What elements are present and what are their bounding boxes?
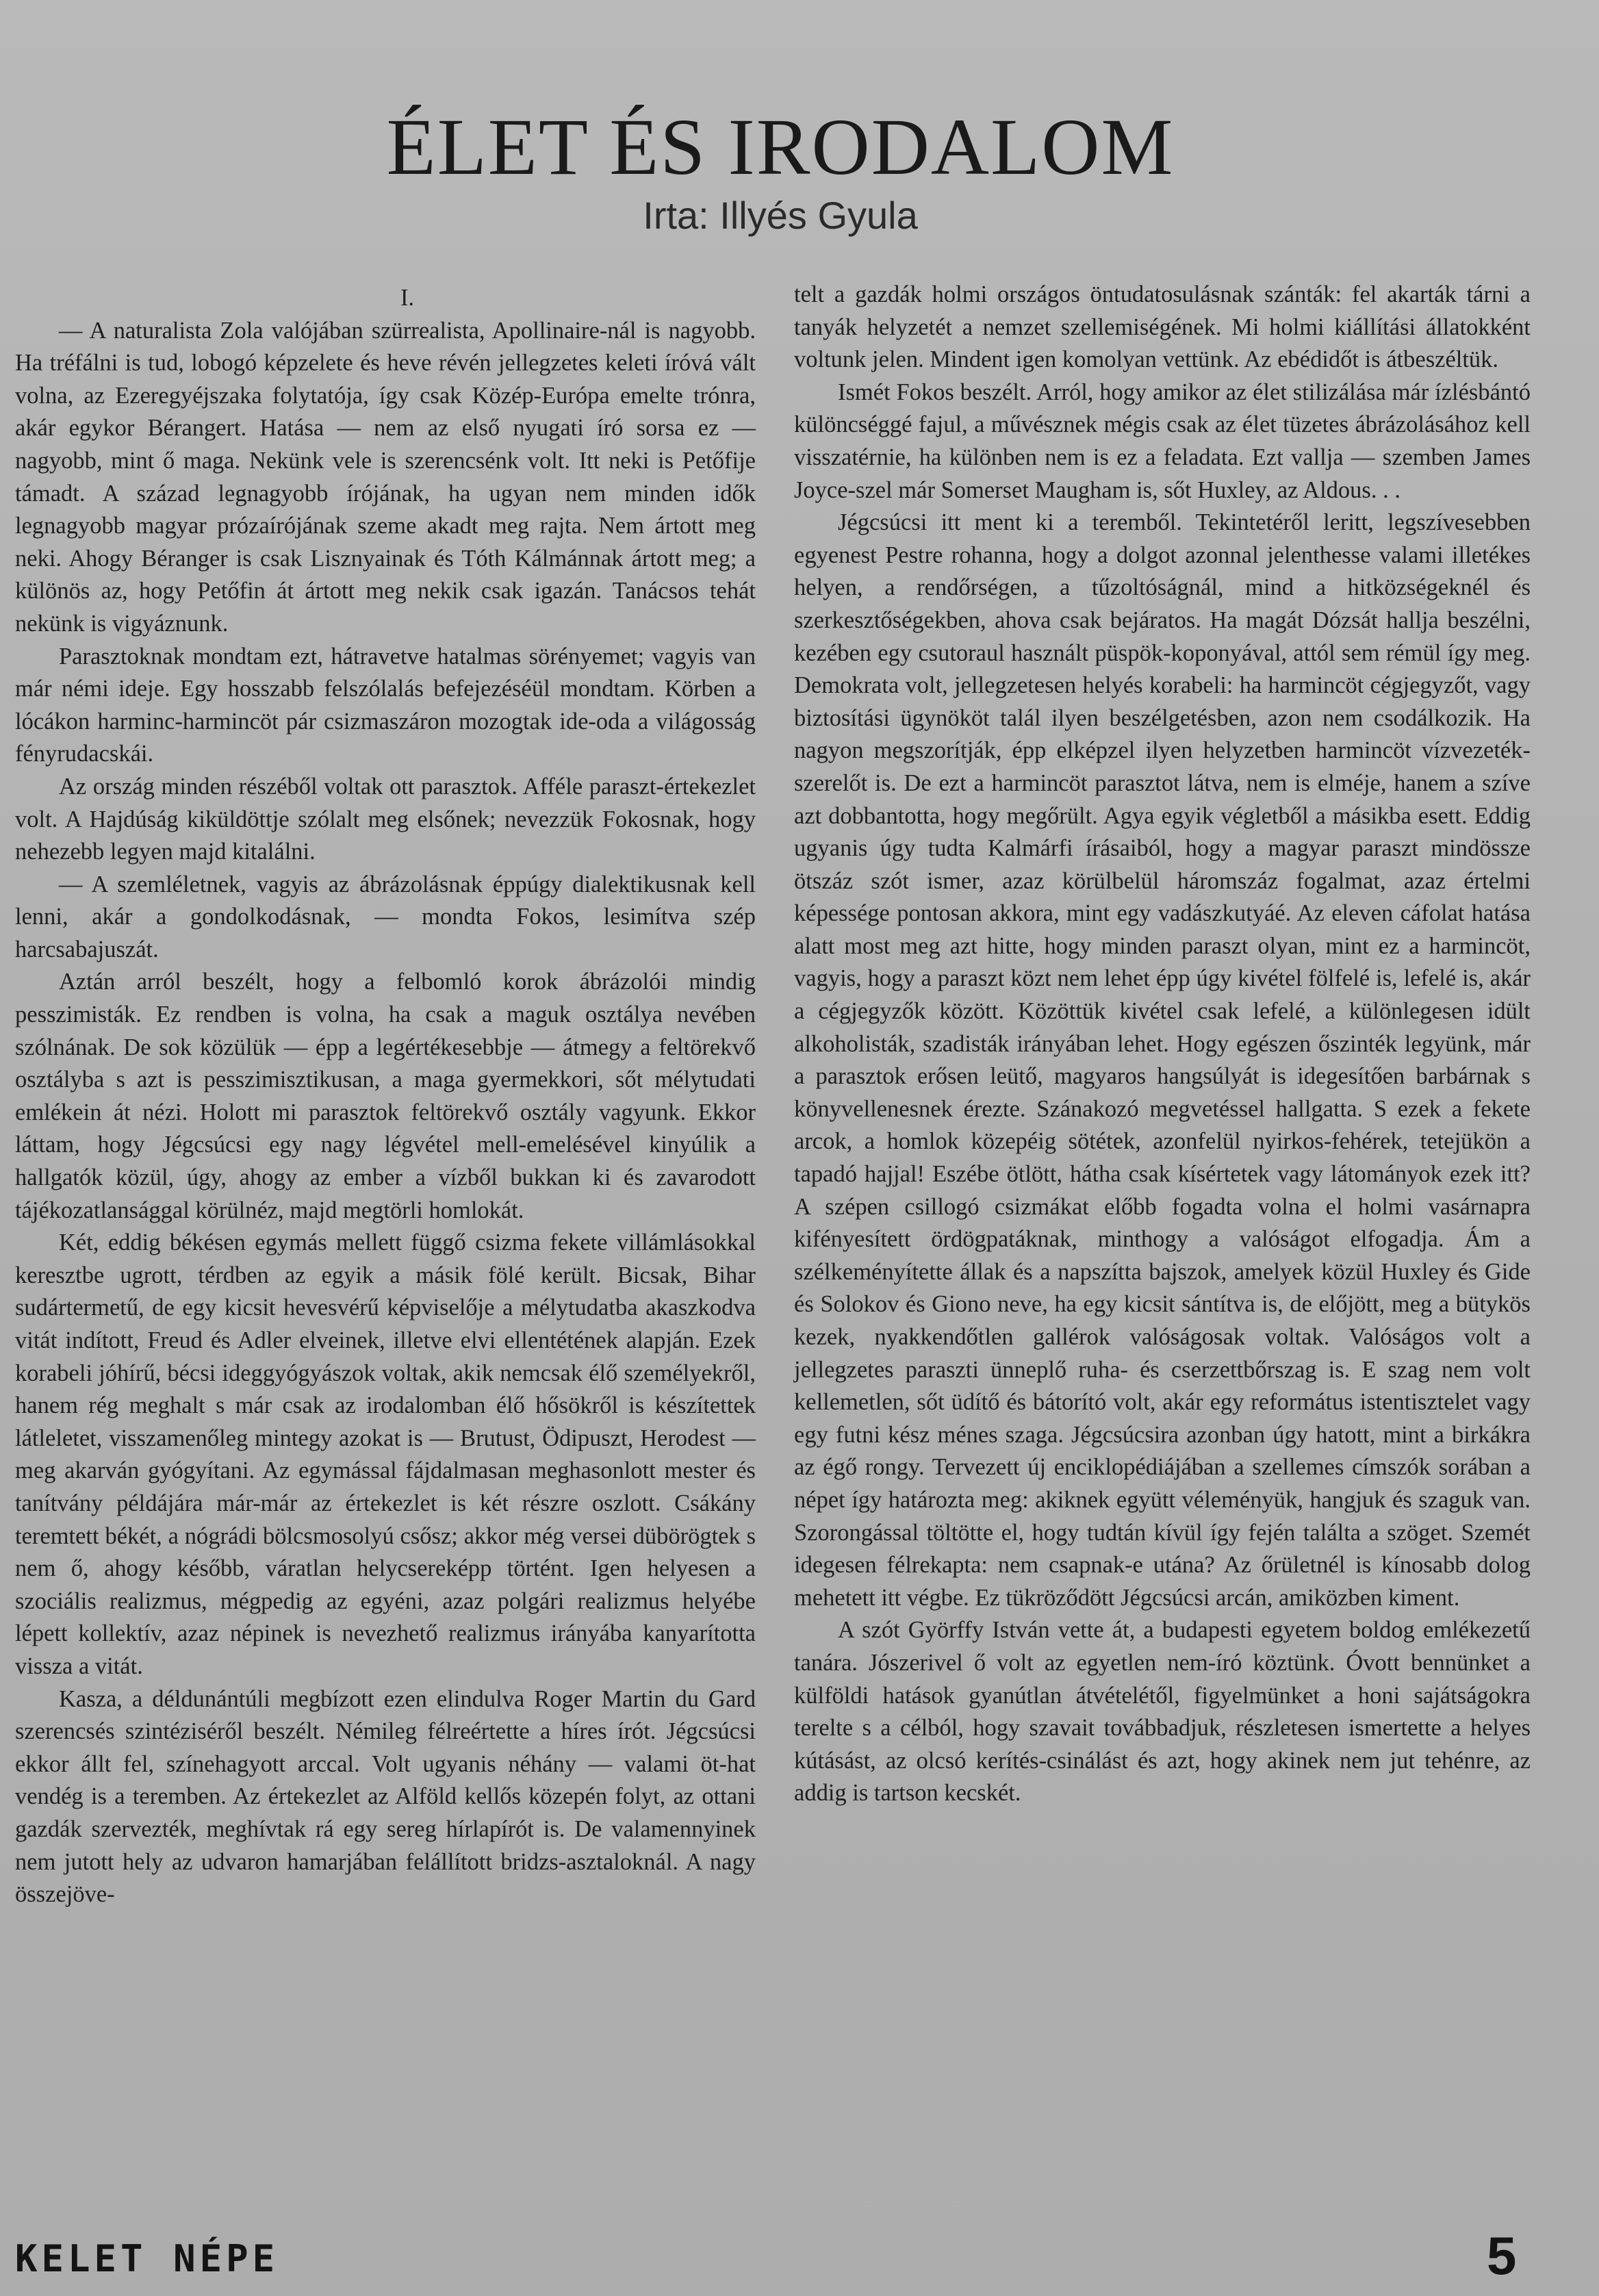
paragraph: Aztán arról beszélt, hogy a felbomló korok ábrázolói mindig pesszimisták. Ez rendben is volna, ha csak a maguk osztálya nevében szólnának. De sok közülük — épp a legértékesebbje — átmegy a feltörekvő osztályba s azt is pesszimisztikusan, a maga gyermekkori, sőt mélytudati emlékein át nézi. Holott mi parasztok feltörekvő osztály vagyunk. Ekkor láttam, hogy Jégcsúcsi egy nagy légvétel mell-emelésével kinyúlik a hallgatók közül, úgy, ahogy az ember a vízből bukkan ki és zavarodott tájékozatlansággal körülnéz, majd megtörli homlokát. bbox=[15, 969, 756, 1223]
article-title: ÉLET ÉS IRODALOM bbox=[386, 102, 1175, 192]
paragraph: — A szemléletnek, vagyis az ábrázolásnak éppúgy dialektikusnak kell lenni, akár a gondolkodásnak, — mondta Fokos, lesimítva szép harcsabajuszát. bbox=[15, 871, 756, 962]
text-column-left bbox=[15, 282, 756, 1911]
paragraph: Két, eddig békésen egymás mellett függő csizma fekete villámlásokkal keresztbe ugrott, térdben az egyik a másik fölé került. Bicsak, Bihar sudártermetű, de egy kicsit hevesvérű képviselője a mélytudatba akaszkodva vitát indított, Freud és Adler elveinek, illetve elvi ellentétének alapján. Ezek korabeli jóhírű, bécsi ideggyógyászok voltak, akik nemcsak élő személyekről, hanem rég meghalt s már csak az irodalomban élő hősökről is készítettek látleletet, visszamenőleg mintegy azokat is — Brutust, Ödipuszt, Herodest — meg akarván gyógyítani. Az egymással fájdalmasan meghasonlott mester és tanítvány példájára már-már az értekezlet is két részre oszlott. Csákány teremtett békét, a nógrádi bölcsmosolyú csősz; akkor még versei dübörögtek s nem ő, ahogy később, váratlan helycsereképp történt. Igen helyesen a szociális realizmus, mégpedig az egyéni, azaz polgári realizmus helyébe lépett kollektív, azaz népinek is nevezhető realizmus irányába kanyarította vissza a vitát. bbox=[15, 1229, 756, 1679]
article-byline: Irta: Illyés Gyula bbox=[643, 194, 918, 237]
text-column-right bbox=[794, 279, 1531, 1810]
paragraph: Jégcsúcsi itt ment ki a teremből. Tekintetéről leritt, legszívesebben egyenest Pestre rohanna, hogy a dolgot azonnal jelenthesse valami illetékes helyen, a rendőrségen, a tűzoltóságnál, mind a hitközségeknél és szerkesztőségekben, ahova csak bejáratos. Ha magát Dózsát hallja beszélni, kezében egy csutoraul használt püspök-koponyával, attól sem rémül így meg. Demokrata volt, jellegzetesen helyés korabeli: ha harmincöt cégjegyzőt, vagy biztosítási ügynököt talál ilyen beszélgetésben, azon nem csodálkozik. Ha nagyon megszorítják, épp elképzel ilyen helyzetben harmincöt vízvezeték-szerelőt is. De ezt a harmincöt parasztot látva, nem is elméje, hanem a szíve azt dobbantotta, hogy megőrült. Agya egyik végletből a másikba esett. Eddig ugyanis úgy tudta Kalmárfi írásaiból, hogy a magyar paraszt mindössze ötszáz szót ismer, azaz körülbelül háromszáz fogalmat, azaz értelmi képessége pontosan akkora, mint egy vadászkutyáé. Az eleven cáfolat hatása alatt most meg azt hitte, hogy minden paraszt olyan, mint ez a harmincöt, vagyis, hogy a paraszt közt nem lehet épp úgy kivétel fölfelé is, lefelé is, akár a cégjegyzők között. Közöttük kivétel csak lefelé, a különlegesen idült alkoholisták, szadisták irányában lehet. Hogy egészen őszinték legyünk, már a parasztok erősen leütő, magyaros hangsúlyát is idegesítően barbárnak s könyvellenesnek érezte. Szánakozó megvetéssel hallgatta. S ezek a fekete arcok, a homlok közepéig sötétek, azonfelül nyirkos-fehérek, tetejükön a tapadó hajjal! Eszébe ötlött, hátha csak kísértetek vagy látományok ezek itt? A szépen csillogó csizmákat előbb fogadta volna el holmi vasárnapra kifényesített ördögpatáknak, minthogy a valóságot elfogadja. Ám a szélkeményítette állak és a napszítta bajszok, amelyek közül Huxley és Gide és Solokov és Giono neve, ha egy kicsit sántítva is, de előjött, meg a bütykös kezek, nyakkendőtlen gallérok valóságosak voltak. Valóságos volt a jellegzetes paraszti ünneplő ruha- és cserzettbőrszag is. E szag nem volt kellemetlen, sőt üdítő és bátorító volt, akár egy református istentisztelet vagy egy futni kész ménes szaga. Jégcsúcsira azonban úgy hatott, mint a birkákra az égő rongy. Tervezett új enciklopédiájában a szellemes címszók sorában a népet így határozta meg: akiknek együtt véleményük, hangjuk és szaguk van. Szorongással töltötte el, hogy tudtán kívül így fején találta a szöget. Szemét idegesen félrekapta: nem csapnak-e utána? Az őrületnél is kínosabb dolog mehetett itt végbe. Ez tükröződött Jégcsúcsi arcán, amiközben kiment. bbox=[794, 509, 1531, 1611]
paragraph: A szót Györffy István vette át, a budapesti egyetem boldog emlékezetű tanára. Jószerivel ő volt az egyetlen nem-író köztünk. Óvott bennünket a külföldi hatások gyanútlan átvételétől, figyelmünket a honi sajátságokra terelte s a célból, hogy szavait továbbadjuk, részletesen ismertette a helyes kútásást, az olcsó kerítés-csinálást és azt, hogy akinek nem jut tehénre, az addig is tartson kecskét. bbox=[794, 1617, 1531, 1807]
page-number: 5 bbox=[1487, 2225, 1517, 2286]
paragraph: — A naturalista Zola valójában szürrealista, Apollinaire-nál is nagyobb. Ha tréfálni is tud, lobogó képzelete és heve révén jellegzetes keleti íróvá vált volna, az Ezeregyéjszaka folytatója, így csak Közép-Európa emelte trónra, akár egykor Bérangert. Hatása — nem az első nyugati író sorsa ez — nagyobb, mint ő maga. Nekünk vele is szerencsénk volt. Itt neki is Petőfije támadt. A század legnagyobb írójának, ha ugyan nem minden idők legnagyobb magyar prózaírójának szeme akadt meg rajta. Nem ártott meg neki. Ahogy Béranger is csak Lisznyainak és Tóth Kálmánnak ártott meg; a különös az, hogy Petőfin át ártott meg nekik csak igazán. Tanácsos tehát nekünk is vigyáznunk. bbox=[15, 317, 756, 637]
section-number: I. bbox=[400, 285, 415, 311]
paragraph: Kasza, a déldunántúli megbízott ezen elindulva Roger Martin du Gard szerencsés szintéziséről beszélt. Némileg félreértette a híres írót. Jégcsúcsi ekkor állt fel, színehagyott arccal. Volt ugyanis néhány — valami öt-hat vendég is a teremben. Az értekezlet az Alföld kellős közepén folyt, az ottani gazdák szervezték, meghívtak rá egy sereg hírlapírót is. De valamennyinek nem jutott hely az udvaron hamarjában felállított bridzs-asztaloknál. A nagy összejöve- bbox=[15, 1685, 756, 1908]
paragraph: Ismét Fokos beszélt. Arról, hogy amikor az élet stilizálása már ízlésbántó különcséggé fajul, a művésznek mégis csak az élet tüzetes ábrázolásához kell visszatérnie, ha különben nem is ez a feladata. Ezt vallja — szemben James Joyce-szel már Somerset Maugham is, sőt Huxley, az Aldous. . . bbox=[794, 379, 1531, 503]
paragraph-continued: telt a gazdák holmi országos öntudatosulásnak szánták: fel akarták tárni a tanyák helyzetét a nemzet szellemiségének. Mi holmi kiállítási állatokként voltunk jelen. Mindent igen komolyan vettünk. Az ebédidőt is átbeszéltük. bbox=[794, 281, 1531, 373]
paragraph: Parasztoknak mondtam ezt, hátravetve hatalmas sörényemet; vagyis van már némi ideje. Egy hosszabb felszólalás befejezéséül mondtam. Körben a lócákon harminc-harmincöt pár csizmaszáron mozogtak ide-oda a világosság fényrudacskái. bbox=[15, 643, 756, 767]
paragraph: Az ország minden részéből voltak ott parasztok. Afféle paraszt-értekezlet volt. A Hajdúság kiküldöttje szólalt meg elsőnek; nevezzük Fokosnak, hogy nehezebb legyen majd kitalálni. bbox=[15, 773, 756, 865]
magazine-name: KELET NÉPE bbox=[15, 2237, 279, 2280]
